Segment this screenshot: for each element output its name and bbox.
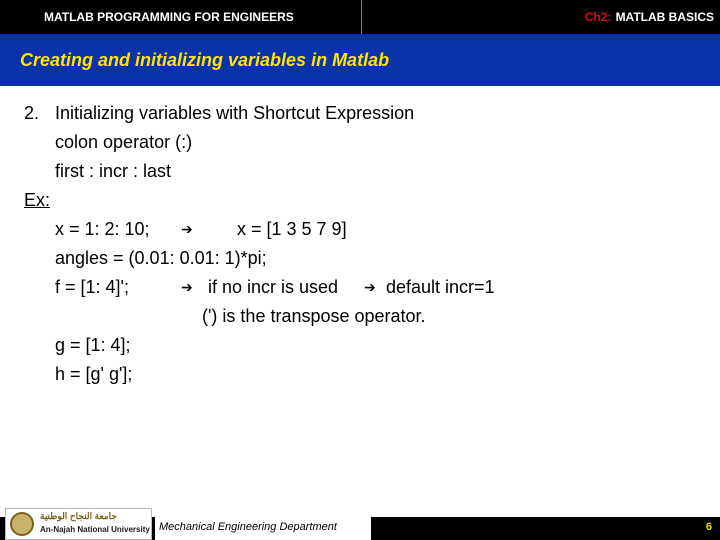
right-arrow-icon: ➔ [181, 279, 193, 295]
f-note-no-incr: if no incr is used [208, 277, 339, 297]
h-expression: h = [g' g']; [55, 364, 133, 384]
right-arrow-icon: ➔ [364, 279, 376, 295]
f-expression: f = [1: 4]'; [55, 277, 129, 297]
university-seal-icon [10, 512, 34, 536]
colon-operator-line: colon operator (:) [55, 132, 193, 152]
university-name-arabic: جامعة النجاح الوطنية [40, 511, 117, 521]
title-divider [0, 86, 720, 88]
x-result: x = [1 3 5 7 9] [237, 219, 347, 239]
item-number: 2. [24, 103, 40, 123]
item-heading: Initializing variables with Shortcut Expression [55, 103, 415, 123]
university-logo [5, 508, 152, 540]
university-name-english: An-Najah National University [40, 525, 150, 534]
x-expression: x = 1: 2: 10; [55, 219, 150, 239]
page-number: 6 [705, 521, 712, 533]
chapter-header [362, 0, 720, 34]
chapter-label: Ch2: [584, 10, 612, 24]
department-name: Mechanical Engineering Department [159, 521, 337, 533]
course-title: MATLAB PROGRAMMING FOR ENGINEERS [0, 0, 362, 34]
g-expression: g = [1: 4]; [55, 335, 131, 355]
right-arrow-icon: ➔ [181, 221, 193, 237]
syntax-line: first : incr : last [55, 161, 172, 181]
example-label: Ex: [24, 190, 51, 210]
department-box [155, 517, 371, 540]
f-note-default: default incr=1 [386, 277, 495, 297]
chapter-title: MATLAB BASICS [615, 10, 714, 24]
transpose-note: (') is the transpose operator. [202, 306, 426, 326]
angles-expression: angles = (0.01: 0.01: 1)*pi; [55, 248, 267, 268]
slide-title: Creating and initializing variables in Matlab [20, 50, 390, 70]
